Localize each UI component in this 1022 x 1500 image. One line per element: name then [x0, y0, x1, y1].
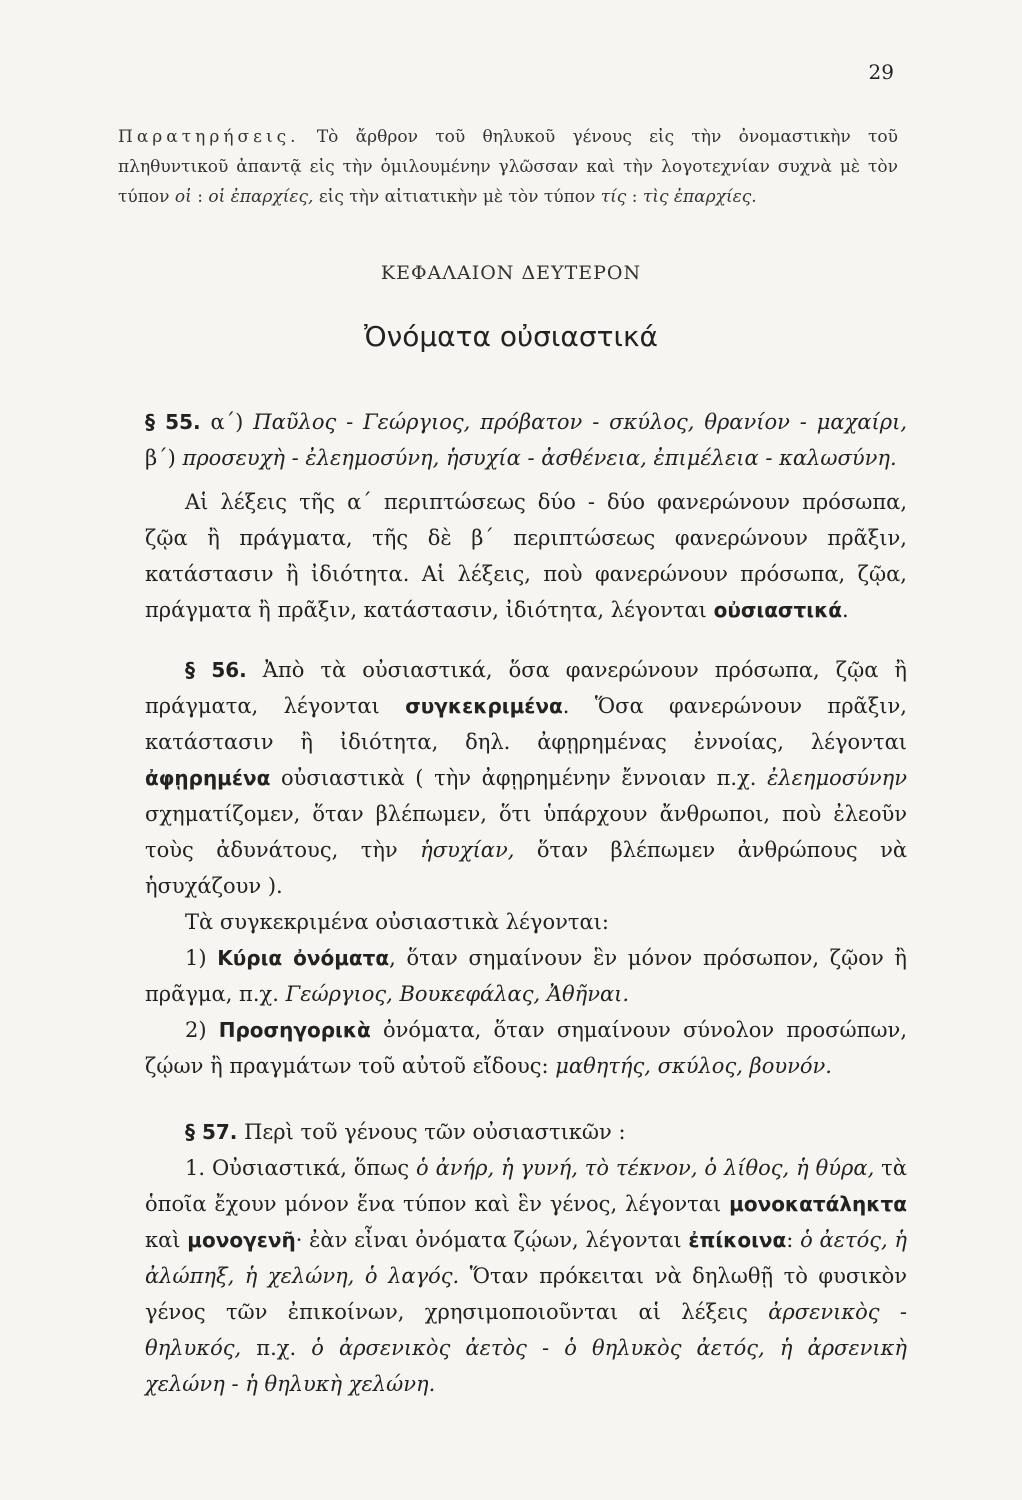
section-55-examples: [145, 404, 907, 476]
label-b: β΄): [145, 446, 183, 470]
term-epikoina: ἐπίκοινα: [688, 1228, 787, 1252]
s56-t1: Ἀπὸ τὰ οὐσιαστικά, ὅσα φανερώνουν πρόσωπα, ζῷα ἢ πράγματα, λέγονται: [145, 658, 907, 718]
section-56-paragraph: [145, 652, 907, 904]
note-form-2: τίς: [600, 187, 627, 207]
section-56-number: § 56.: [185, 658, 247, 682]
examples-a: Παῦλος - Γεώργιος, πρόβατον - σκύλος, θρανίον - μαχαίρι,: [253, 410, 907, 434]
s57-t1: Οὐσιαστικά, ὅπως: [205, 1156, 417, 1180]
section-57-number: § 57.: [185, 1120, 238, 1144]
chapter-heading: ΚΕΦΑΛΑΙΟΝ ΔΕΥΤΕΡΟΝ: [380, 262, 642, 284]
term-monokatalikta: μονοκατάληκτα: [729, 1192, 907, 1216]
page-number: 29: [868, 60, 894, 84]
term-synkekrimena: συγκεκριμένα: [405, 694, 563, 718]
list-item-2: [145, 1012, 907, 1084]
s57-ex2: ὁ ἀετός, ἡ ἀλώπηξ, ἡ χελώνη, ὁ λαγός.: [145, 1228, 907, 1288]
item-2-number: 2): [185, 1018, 207, 1042]
note-label: Παρατηρήσεις.: [118, 127, 300, 147]
note-sep-1: :: [191, 187, 209, 207]
s57-ex1: ὁ ἀνήρ, ἡ γυνή, τὸ τέκνον, ὁ λίθος, ἡ θύρα,: [416, 1156, 875, 1180]
s57-ex4: ὁ ἀρσενικὸς ἀετὸς - ὁ θηλυκὸς ἀετός, ἡ ἀρσενικὴ χελώνη - ἡ θηλυκὴ χελώνη.: [145, 1336, 907, 1396]
item-1-number: 1): [185, 946, 207, 970]
s56-ex1: ἐλεημοσύνην: [767, 766, 907, 790]
section-57-paragraph: [145, 1150, 907, 1402]
s55-para-text: Αἱ λέξεις τῆς α΄ περιπτώσεως δύο - δύο φανερώνουν πρόσωπα, ζῷα ἢ πράγματα, τῆς δὲ β΄ περιπτώσεως φανερώνουν πρᾶξιν, κατάστασιν ἢ ἰδιότητα. Αἱ λέξεις, ποὺ φανερώνουν πρόσωπα, ζῷα, πράγματα ἢ πρᾶξιν, κατάστασιν, ἰδιότητα, λέγονται: [145, 490, 907, 622]
note-example-1: οἱ ἐπαρχίες,: [208, 187, 314, 207]
item-1-examples: Γεώργιος, Βουκεφάλας, Ἀθῆναι.: [285, 982, 630, 1006]
examples-b: προσευχὴ - ἐλεημοσύνη, ἡσυχία - ἀσθένεια, ἐπιμέλεια - καλωσύνη.: [182, 446, 897, 470]
s57-t7: π.χ.: [241, 1336, 312, 1360]
note-paragraph: [118, 122, 898, 212]
main-text: [145, 404, 907, 1402]
s56-t3: οὐσιαστικὰ ( τὴν ἀφῃρημένην ἔννοιαν π.χ.: [270, 766, 768, 790]
s57-ex3: ἀρσενικὸς - θηλυκός,: [145, 1300, 907, 1360]
label-a: α΄): [200, 410, 254, 434]
s56-ex2: ἡσυχίαν,: [420, 838, 515, 862]
s57-t6: Ὅταν πρόκειται νὰ δηλωθῇ τὸ φυσικὸν γένος τῶν ἐπικοίνων, χρησιμοποιοῦνται αἱ λέξεις: [145, 1264, 907, 1324]
s57-t3: καὶ: [145, 1228, 188, 1252]
s57-t5: :: [786, 1228, 801, 1252]
term-monogeni: μονογενῆ: [187, 1228, 296, 1252]
s56-t5: ὅταν βλέπωμεν ἀνθρώπους νὰ ἡσυχάζουν ).: [145, 838, 908, 898]
note-text-1: Τὸ ἄρθρον τοῦ θηλυκοῦ γένους εἰς τὴν ὀνομαστικὴν τοῦ πληθυντικοῦ ἀπαντᾷ εἰς τὴν ὁμιλουμένην γλῶσσαν καὶ τὴν λογοτεχνίαν συχνὰ μὲ τὸν τύπον: [118, 127, 898, 207]
section-57-lead: Περὶ τοῦ γένους τῶν οὐσιαστικῶν :: [237, 1120, 626, 1144]
s57-t4: · ἐὰν εἶναι ὀνόματα ζῴων, λέγονται: [295, 1228, 689, 1252]
term-prosigorika: Προσηγορικὰ: [218, 1018, 371, 1042]
note-sep-2: :: [626, 187, 643, 207]
note-form-1: οἱ: [174, 187, 192, 207]
item-1-text: , ὅταν σημαίνουν ἓν μόνον πρόσωπον, ζῷον ἢ πρᾶγμα, π.χ.: [145, 946, 907, 1006]
section-56-lead: Τὰ συγκεκριμένα οὐσιαστικὰ λέγονται:: [185, 910, 609, 934]
note-text-2: εἰς τὴν αἰτιατικὴν μὲ τὸν τύπον: [313, 187, 601, 207]
item-2-text: ὀνόματα, ὅταν σημαίνουν σύνολον προσώπων, ζῴων ἢ πραγμάτων τοῦ αὐτοῦ εἴδους:: [145, 1018, 907, 1078]
term-afirimena: ἀφῃρημένα: [145, 766, 271, 790]
term-kyria-onomata: Κύρια ὀνόματα: [217, 946, 390, 970]
chapter-title: Ὀνόματα οὐσιαστικά: [364, 320, 658, 353]
s57-p-number: 1.: [185, 1156, 206, 1180]
list-item-1: [145, 940, 907, 1012]
item-2-examples: μαθητής, σκύλος, βουνόν.: [555, 1054, 832, 1078]
s57-t2: τὰ ὁποῖα ἔχουν μόνον ἕνα τύπον καὶ ἓν γένος, λέγονται: [145, 1156, 907, 1216]
s56-t2: . Ὅσα φανερώνουν πρᾶξιν, κατάστασιν ἢ ἰδιότητα, δηλ. ἀφῃρημένας ἐννοίας, λέγονται: [145, 694, 907, 754]
section-55-paragraph: [145, 484, 907, 628]
section-57-heading: [145, 1114, 907, 1150]
term-ousiastika: οὐσιαστικά: [713, 598, 843, 622]
section-55-number: § 55.: [145, 410, 201, 434]
s56-t4: σχηματίζομεν, ὅταν βλέπωμεν, ὅτι ὑπάρχουν ἄνθρωποι, ποὺ ἐλεοῦν τοὺς ἀδυνάτους, τὴν: [145, 802, 907, 862]
s55-end: .: [842, 598, 849, 622]
note-example-2: τὶς ἐπαρχίες.: [642, 187, 757, 207]
